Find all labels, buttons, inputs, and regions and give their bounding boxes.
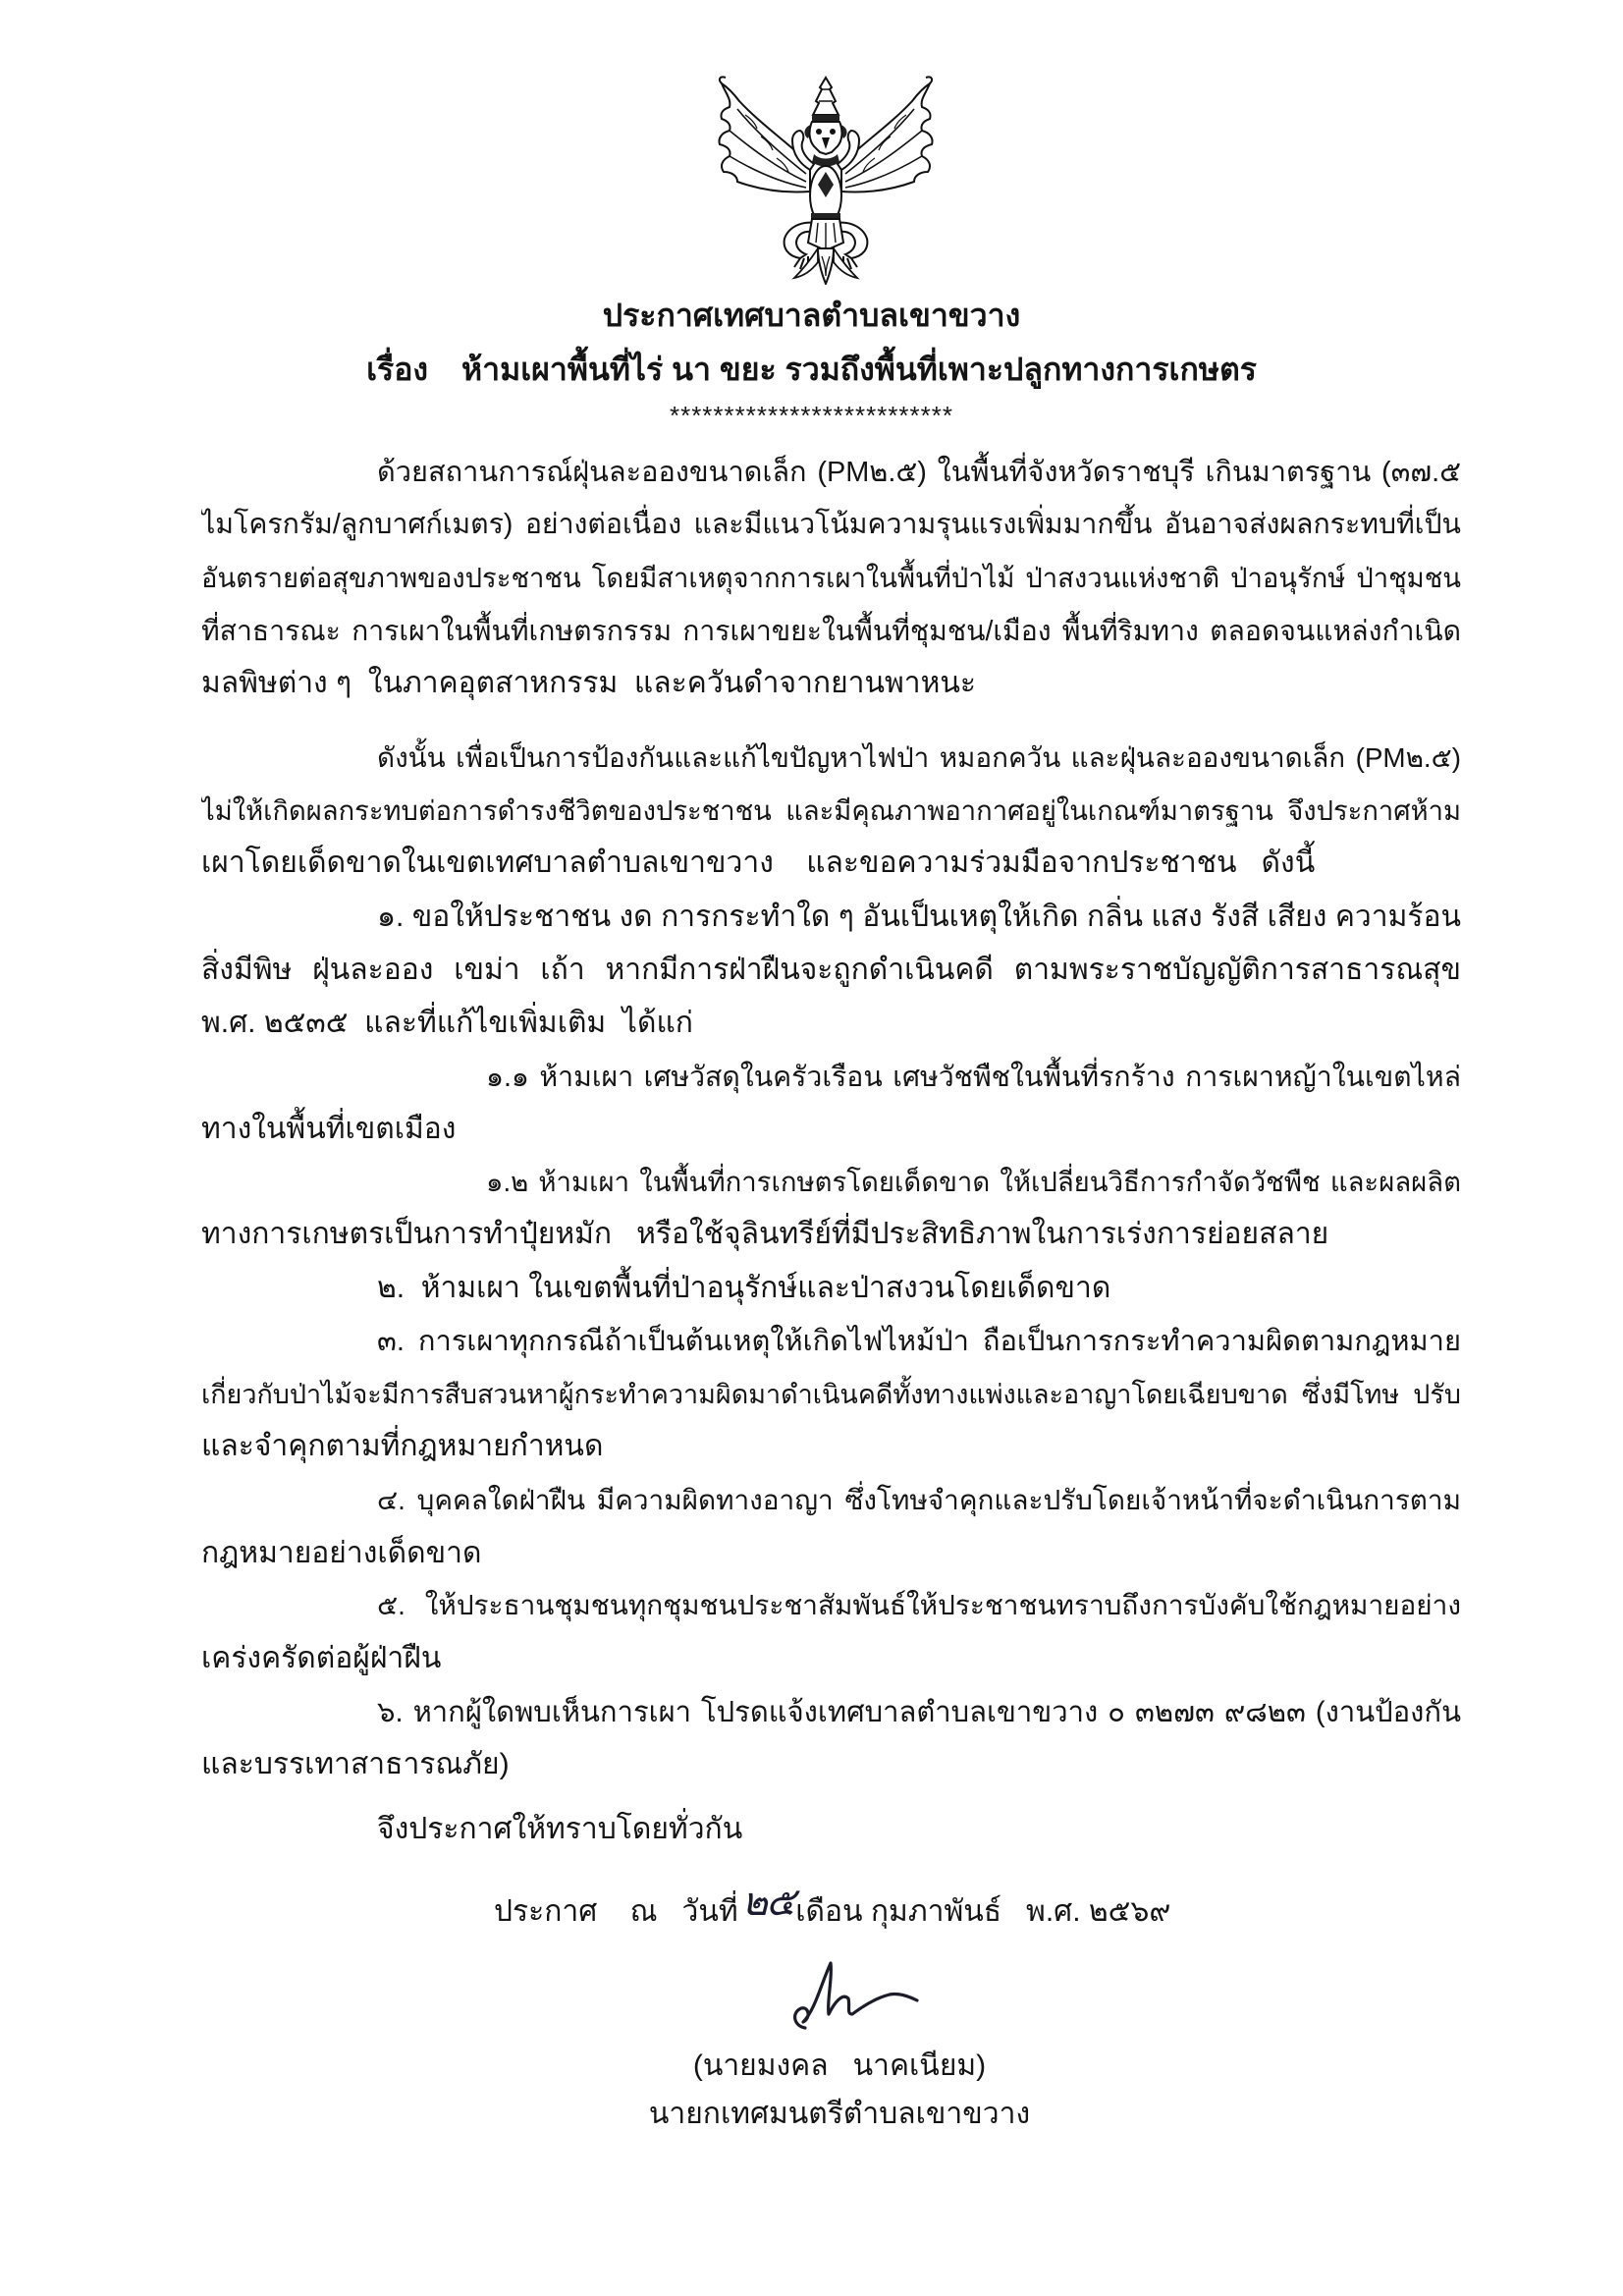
subject-label: เรื่อง — [366, 352, 429, 387]
garuda-emblem-icon — [716, 76, 936, 285]
paragraph-2-line: ไม่ให้เกิดผลกระทบต่อการดำรงชีวิตของประชาชน และมีคุณภาพอากาศอยู่ในเกณฑ์มาตรฐาน จึงประกาศห้าม — [201, 795, 1461, 826]
item-4-line: กฎหมายอย่างเด็ดขาด — [201, 1537, 482, 1569]
item-2-line: ๒. ห้ามเผา ในเขตพื้นที่ป่าอนุรักษ์และป่าสงวนโดยเด็ดขาด — [377, 1272, 1111, 1304]
paragraph-1-line: ที่สาธารณะ การเผาในพื้นที่เกษตรกรรม การเผาขยะในพื้นที่ชุมชน/เมือง พื้นที่ริมทาง ตลอดจนแหล่งกำเนิด — [201, 616, 1461, 647]
item-5-line: เคร่งครัดต่อผู้ฝ่าฝืน — [201, 1642, 442, 1674]
item-6-line: และบรรเทาสาธารณภัย) — [201, 1748, 510, 1780]
item-4-line: ๔. บุคคลใดฝ่าฝืน มีความผิดทางอาญา ซึ่งโทษจำคุกและปรับโดยเจ้าหน้าที่จะดำเนินการตาม — [377, 1485, 1461, 1515]
item-6-line: ๖. หากผู้ใดพบเห็นการเผา โปรดแจ้งเทศบาลตำบลเขาขวาง ๐ ๓๒๗๓ ๙๘๒๓ (งานป้องกัน — [377, 1697, 1461, 1728]
item-3-line: ๓. การเผาทุกกรณีถ้าเป็นต้นเหตุให้เกิดไฟไหม้ป่า ถือเป็นการกระทำความผิดตามกฎหมาย — [377, 1326, 1461, 1357]
item-3-line: และจำคุกตามที่กฎหมายกำหนด — [201, 1430, 604, 1462]
item-3-line: เกี่ยวกับป่าไม้จะมีการสืบสวนหาผู้กระทำความผิดมาดำเนินคดีทั้งทางแพ่งและอาญาโดยเฉียบขาด ซึ่งมีโทษ ปรับ — [201, 1380, 1461, 1409]
signatory-position: นายกเทศมนตรีตำบลเขาขวาง — [648, 2098, 1031, 2130]
item-1-1-line: ทางในพื้นที่เขตเมือง — [201, 1113, 457, 1145]
signatory-name: (นายมงคล นาคเนียม) — [692, 2050, 987, 2082]
item-1-2-line: ๑.๒ ห้ามเผา ในพื้นที่การเกษตรโดยเด็ดขาด ให้เปลี่ยนวิธีการกำจัดวัชพืช และผลผลิต — [486, 1167, 1461, 1197]
subject-line — [0, 345, 1623, 394]
paragraph-2-line: ดังนั้น เพื่อเป็นการป้องกันและแก้ไขปัญหาไฟป่า หมอกควัน และฝุ่นละอองขนาดเล็ก (PM๒.๕) — [377, 742, 1461, 773]
handwritten-day: ๒๕ — [741, 1880, 794, 1925]
paragraph-1-line: ไมโครกรัม/ลูกบาศก์เมตร) อย่างต่อเนื่อง และมีแนวโน้มความรุนแรงเพิ่มมากขึ้น อันอาจส่งผลกระทบที่เป็น — [201, 509, 1461, 540]
month-year: เดือน กุมภาพันธ์ พ.ศ. ๒๕๖๙ — [795, 1895, 1171, 1928]
item-1-line: สิ่งมีพิษ ฝุ่นละออง เขม่า เถ้า หากมีการฝ่าฝืนจะถูกดำเนินคดี ตามพระราชบัญญัติการสาธารณสุข — [201, 954, 1461, 986]
paragraph-1-line: ด้วยสถานการณ์ฝุ่นละอองขนาดเล็ก (PM๒.๕) ในพื้นที่จังหวัดราชบุรี เกินมาตรฐาน (๓๗.๕ — [377, 457, 1461, 488]
announcement-date — [494, 1879, 1378, 1938]
separator: ************************** — [669, 401, 954, 430]
item-1-2-line: ทางการเกษตรเป็นการทำปุ๋ยหมัก หรือใช้จุลินทรีย์ที่มีประสิทธิภาพในการเร่งการย่อยสลาย — [201, 1218, 1329, 1250]
closing-statement: จึงประกาศให้ทราบโดยทั่วกัน — [377, 1813, 743, 1845]
paragraph-2-line: เผาโดยเด็ดขาดในเขตเทศบาลตำบลเขาขวาง และขอความร่วมมือจากประชาชน ดังนี้ — [201, 847, 1316, 879]
item-1-line: พ.ศ. ๒๕๓๕ และที่แก้ไขเพิ่มเติม ได้แก่ — [201, 1007, 693, 1039]
subject-text: ห้ามเผาพื้นที่ไร่ นา ขยะ รวมถึงพื้นที่เพาะปลูกทางการเกษตร — [461, 352, 1257, 387]
paragraph-1-line: อันตรายต่อสุขภาพของประชาชน โดยมีสาเหตุจากการเผาในพื้นที่ป่าไม้ ป่าสงวนแห่งชาติ ป่าอนุรักษ์ ป่าชุมชน — [201, 563, 1461, 593]
handwritten-signature-icon — [776, 1949, 923, 2043]
item-5-line: ๕. ให้ประธานชุมชนทุกชุมชนประชาสัมพันธ์ให้ประชาชนทราบถึงการบังคับใช้กฎหมายอย่าง — [377, 1590, 1461, 1620]
item-1-line: ๑. ขอให้ประชาชน งด การกระทำใด ๆ อันเป็นเหตุให้เกิด กลิ่น แสง รังสี เสียง ความร้อน — [377, 901, 1461, 933]
paragraph-1-line: มลพิษต่าง ๆ ในภาคอุตสาหกรรม และควันดำจากยานพาหนะ — [201, 667, 977, 699]
announcement-title: ประกาศเทศบาลตำบลเขาขวาง — [602, 298, 1021, 333]
announced-at-label: ประกาศ ณ วันที่ — [494, 1895, 738, 1928]
item-1-1-line: ๑.๑ ห้ามเผา เศษวัสดุในครัวเรือน เศษวัชพืชในพื้นที่รกร้าง การเผาหญ้าในเขตไหล่ — [486, 1062, 1461, 1093]
